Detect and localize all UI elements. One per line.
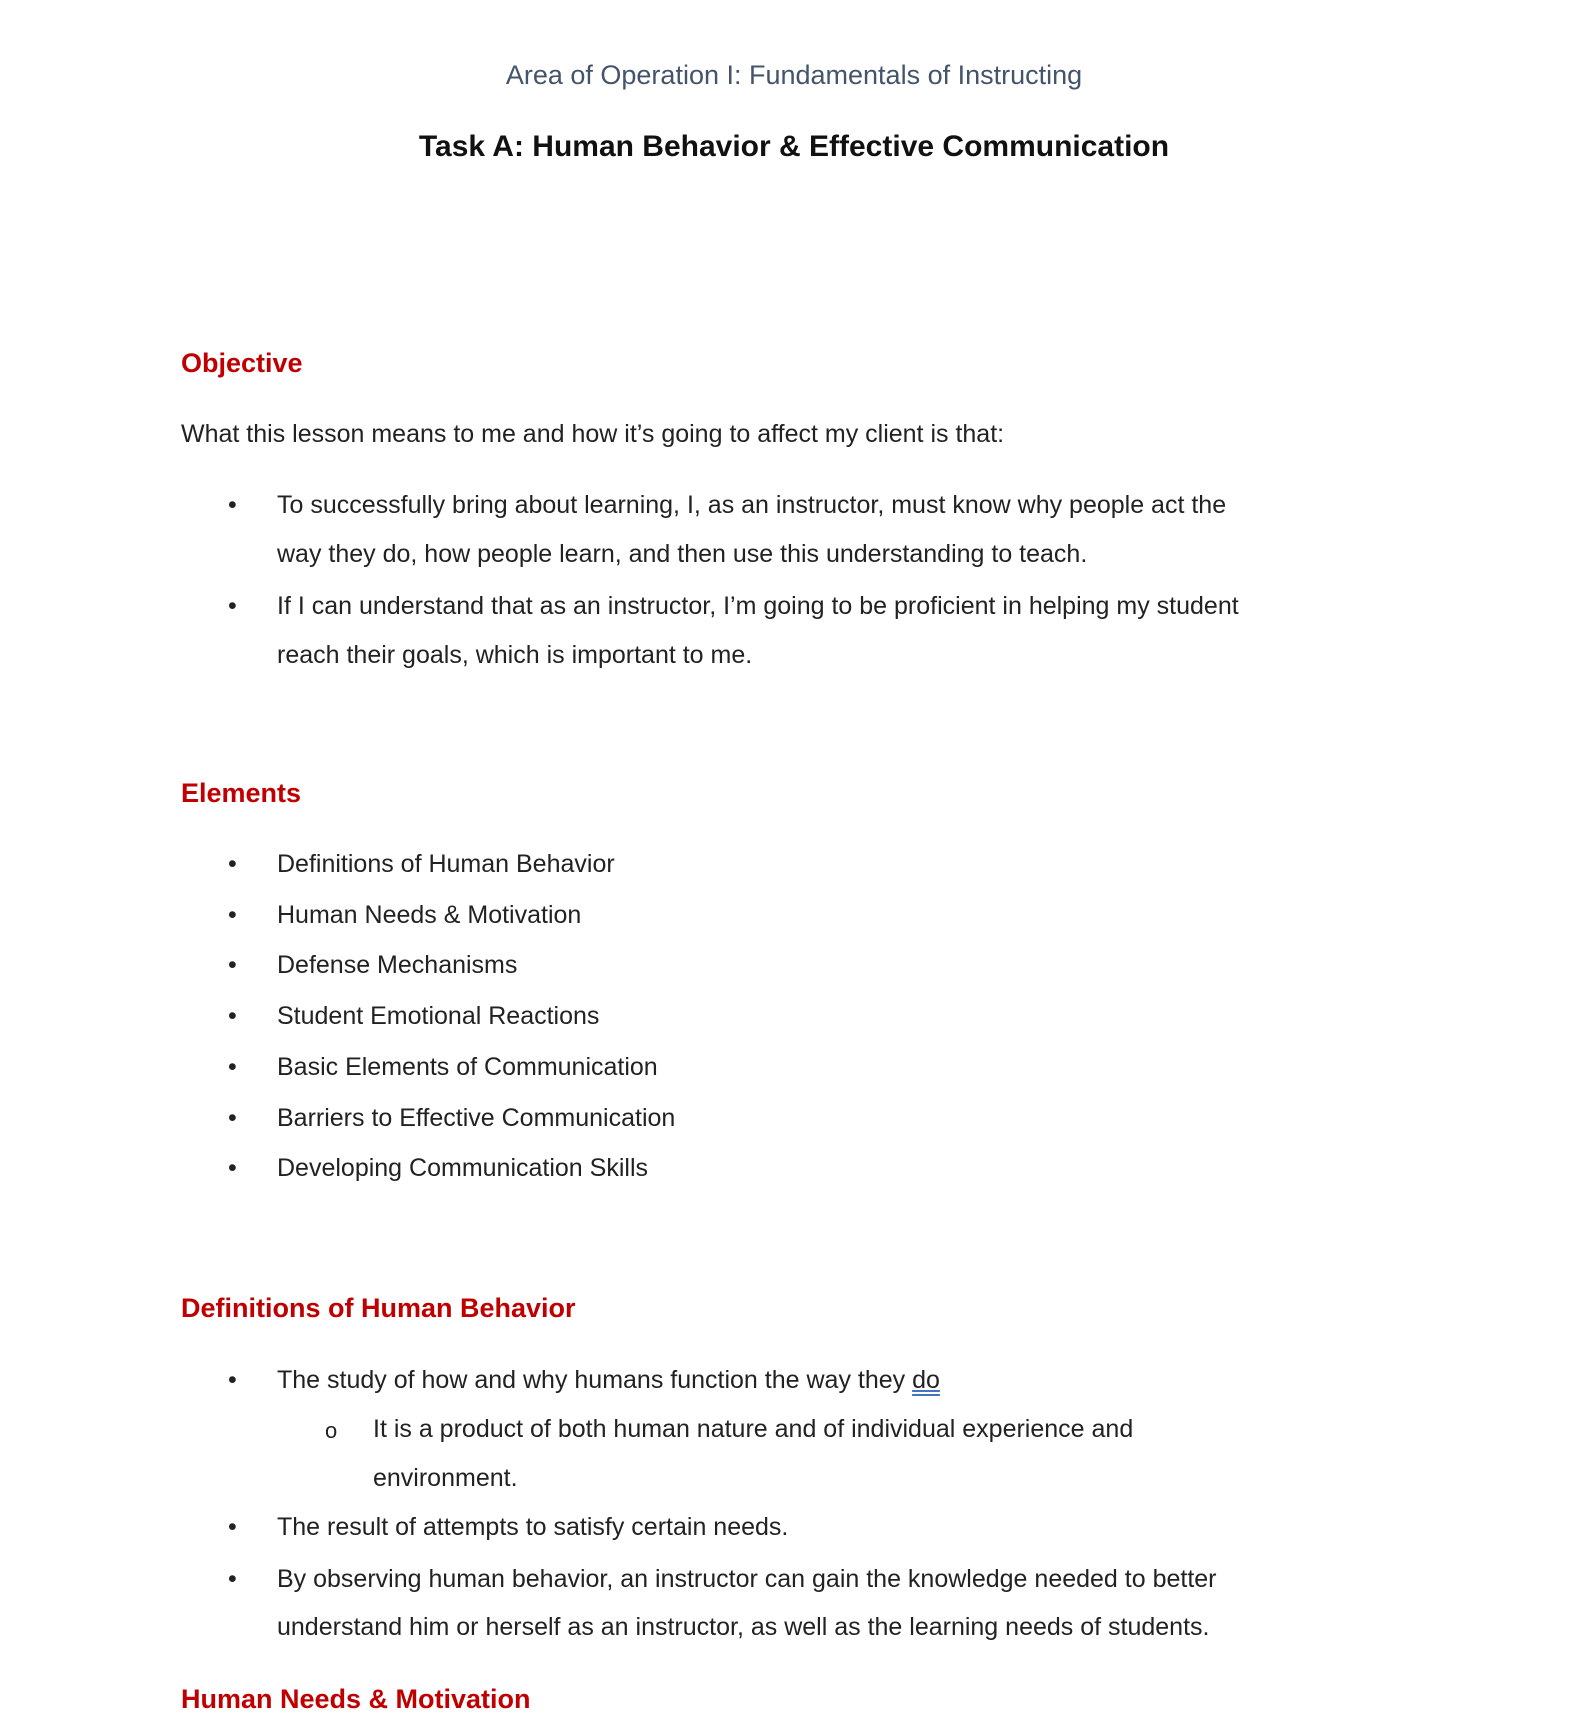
grammar-flagged-word: do (912, 1366, 940, 1394)
definitions-bullet-3-line-1: By observing human behavior, an instructor can gain the knowledge needed to better (277, 1565, 1217, 1593)
definitions-sub-1-line-2: environment. (373, 1464, 518, 1492)
area-of-operation-title: Area of Operation I: Fundamentals of Instructing (505, 60, 1083, 90)
human-needs-heading: Human Needs & Motivation (181, 1684, 531, 1714)
bullet-icon: • (228, 491, 237, 519)
definitions-bullet-1-text: The study of how and why humans function the way they (277, 1366, 913, 1394)
bullet-icon: • (228, 900, 237, 929)
objective-bullet-1-line-2: way they do, how people learn, and then use this understanding to teach. (277, 540, 1088, 568)
elements-list-item: Definitions of Human Behavior (277, 850, 615, 878)
bullet-icon: • (228, 1565, 237, 1593)
elements-heading: Elements (181, 778, 302, 808)
bullet-icon: • (228, 1103, 237, 1132)
bullet-icon: • (228, 1154, 237, 1183)
bullet-icon: • (228, 1002, 237, 1031)
definitions-sub-1-line-1: It is a product of both human nature and of individual experience and (373, 1415, 1134, 1443)
elements-list-item: Developing Communication Skills (277, 1154, 648, 1183)
definitions-bullet-2: The result of attempts to satisfy certain needs. (277, 1513, 789, 1541)
bullet-icon: • (228, 592, 237, 620)
definitions-heading: Definitions of Human Behavior (181, 1293, 576, 1323)
objective-heading: Objective (181, 348, 303, 378)
elements-list-item: Barriers to Effective Communication (277, 1103, 676, 1132)
task-title: Task A: Human Behavior & Effective Communication (418, 130, 1170, 163)
bullet-icon: • (228, 850, 237, 878)
bullet-icon: • (228, 1052, 237, 1081)
definitions-bullet-1 (277, 1366, 940, 1395)
objective-bullet-2-line-1: If I can understand that as an instructor, I’m going to be proficient in helping my student (277, 592, 1239, 620)
objective-bullet-1-line-1: To successfully bring about learning, I, as an instructor, must know why people act the (277, 491, 1227, 519)
bullet-icon: • (228, 1513, 237, 1541)
sub-bullet-icon: o (325, 1418, 338, 1443)
bullet-icon: • (228, 951, 237, 980)
elements-list-item: Basic Elements of Communication (277, 1052, 658, 1081)
definitions-bullet-3-line-2: understand him or herself as an instructor, as well as the learning needs of students. (277, 1613, 1210, 1641)
elements-list-item: Student Emotional Reactions (277, 1002, 600, 1031)
elements-list-item: Defense Mechanisms (277, 951, 518, 980)
elements-list-item: Human Needs & Motivation (277, 900, 582, 929)
objective-intro: What this lesson means to me and how it’s going to affect my client is that: (181, 420, 1005, 448)
bullet-icon: • (228, 1366, 237, 1394)
objective-bullet-2-line-2: reach their goals, which is important to me. (277, 641, 753, 669)
